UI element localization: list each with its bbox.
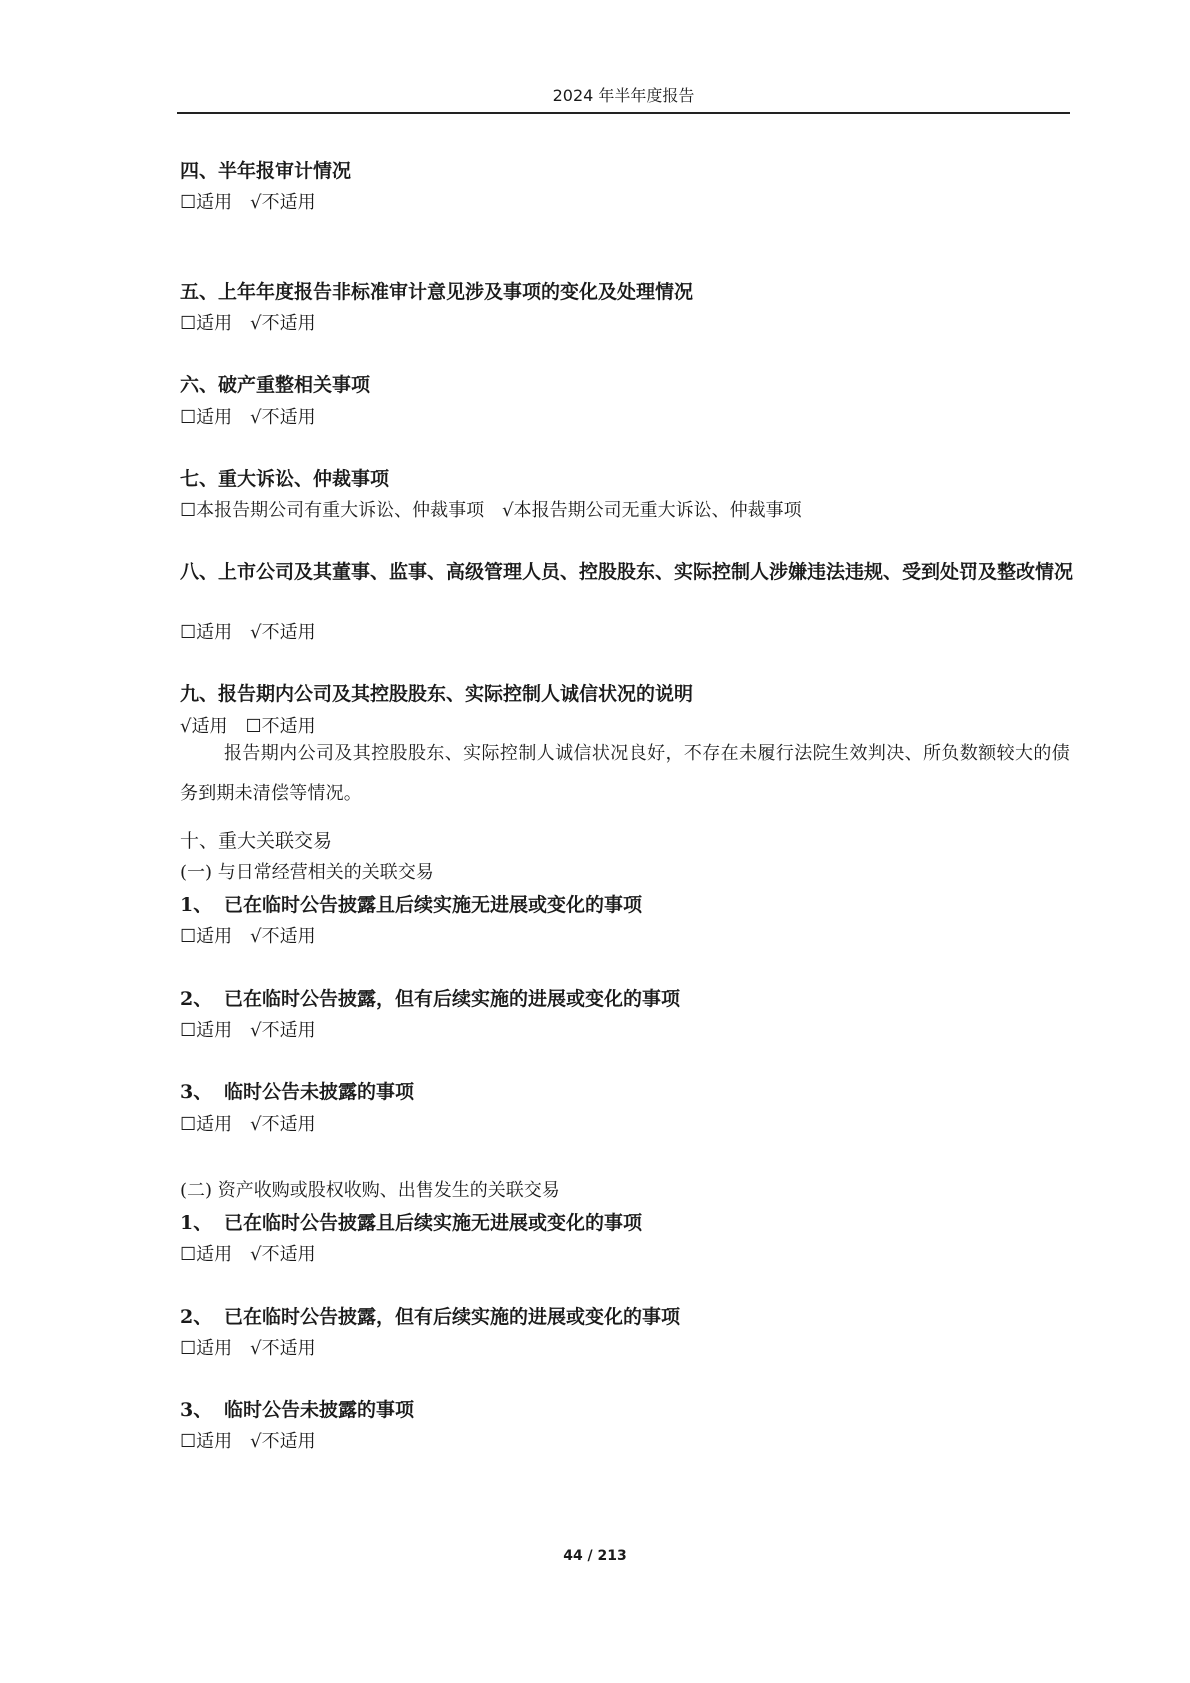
- section-5-options: [180, 311, 316, 337]
- group-1-item-1-title: 1、 已在临时公告披露且后续实施无进展或变化的事项: [180, 894, 643, 916]
- section-9-title: 九、报告期内公司及其控股股东、实际控制人诚信状况的说明: [180, 683, 694, 705]
- option-has-litigation: ☐本报告期公司有重大诉讼、仲裁事项: [180, 500, 485, 521]
- group-2-item-2-options: [180, 1336, 316, 1362]
- option-not-applicable: √不适用: [250, 1020, 316, 1041]
- group-1-item-3-title: 3、 临时公告未披露的事项: [180, 1081, 415, 1103]
- option-not-applicable: √不适用: [250, 622, 316, 643]
- section-10-group-2-title: (二) 资产收购或股权收购、出售发生的关联交易: [180, 1180, 560, 1201]
- section-8-options: [180, 620, 316, 646]
- option-not-applicable: √不适用: [250, 407, 316, 428]
- group-2-item-1-title: 1、 已在临时公告披露且后续实施无进展或变化的事项: [180, 1212, 643, 1234]
- page-number: 44 / 213: [563, 1548, 627, 1564]
- option-applicable: ☐适用: [180, 192, 233, 213]
- group-2-item-3-options: [180, 1429, 316, 1455]
- section-7-options: [180, 498, 802, 524]
- group-2-item-2-title: 2、 已在临时公告披露，但有后续实施的进展或变化的事项: [180, 1306, 681, 1328]
- section-6-title: 六、破产重整相关事项: [180, 374, 371, 396]
- group-2-item-1-options: [180, 1242, 316, 1268]
- group-1-item-2-title: 2、 已在临时公告披露，但有后续实施的进展或变化的事项: [180, 988, 681, 1010]
- option-not-applicable: √不适用: [250, 313, 316, 334]
- option-not-applicable: √不适用: [250, 1338, 316, 1359]
- option-applicable: ☐适用: [180, 407, 233, 428]
- section-8-title: 八、上市公司及其董事、监事、高级管理人员、控股股东、实际控制人涉嫌违法违规、受到处罚及整改情况: [180, 561, 1074, 583]
- option-not-applicable: √不适用: [250, 926, 316, 947]
- option-not-applicable: √不适用: [250, 192, 316, 213]
- section-9-paragraph: 报告期内公司及其控股股东、实际控制人诚信状况良好，不存在未履行法院生效判决、所负数额较大的债务到期未清偿等情况。: [180, 743, 1070, 804]
- option-applicable: ☐适用: [180, 1338, 233, 1359]
- group-1-item-1-options: [180, 924, 316, 950]
- option-applicable: ☐适用: [180, 622, 233, 643]
- section-6-options: [180, 405, 316, 431]
- option-no-litigation: √本报告期公司无重大诉讼、仲裁事项: [502, 500, 802, 521]
- option-applicable: ☐适用: [180, 1020, 233, 1041]
- section-4-options: [180, 190, 316, 216]
- option-not-applicable: √不适用: [250, 1431, 316, 1452]
- group-2-item-3-title: 3、 临时公告未披露的事项: [180, 1399, 415, 1421]
- option-not-applicable: √不适用: [250, 1114, 316, 1135]
- section-10-group-1-title: (一) 与日常经营相关的关联交易: [180, 862, 434, 883]
- section-5-title: 五、上年年度报告非标准审计意见涉及事项的变化及处理情况: [180, 281, 694, 303]
- option-applicable: ☐适用: [180, 1431, 233, 1452]
- section-10-title: 十、重大关联交易: [180, 830, 333, 852]
- section-7-title: 七、重大诉讼、仲裁事项: [180, 468, 390, 490]
- option-not-applicable: √不适用: [250, 1244, 316, 1265]
- option-applicable: ☐适用: [180, 313, 233, 334]
- group-1-item-2-options: [180, 1018, 316, 1044]
- group-1-item-3-options: [180, 1112, 316, 1138]
- page-header: 2024 年半年度报告: [177, 82, 1070, 114]
- option-applicable: √适用: [180, 716, 228, 737]
- option-applicable: ☐适用: [180, 1114, 233, 1135]
- option-applicable: ☐适用: [180, 1244, 233, 1265]
- option-applicable: ☐适用: [180, 926, 233, 947]
- option-not-applicable: ☐不适用: [245, 716, 316, 737]
- section-4-title: 四、半年报审计情况: [180, 160, 352, 182]
